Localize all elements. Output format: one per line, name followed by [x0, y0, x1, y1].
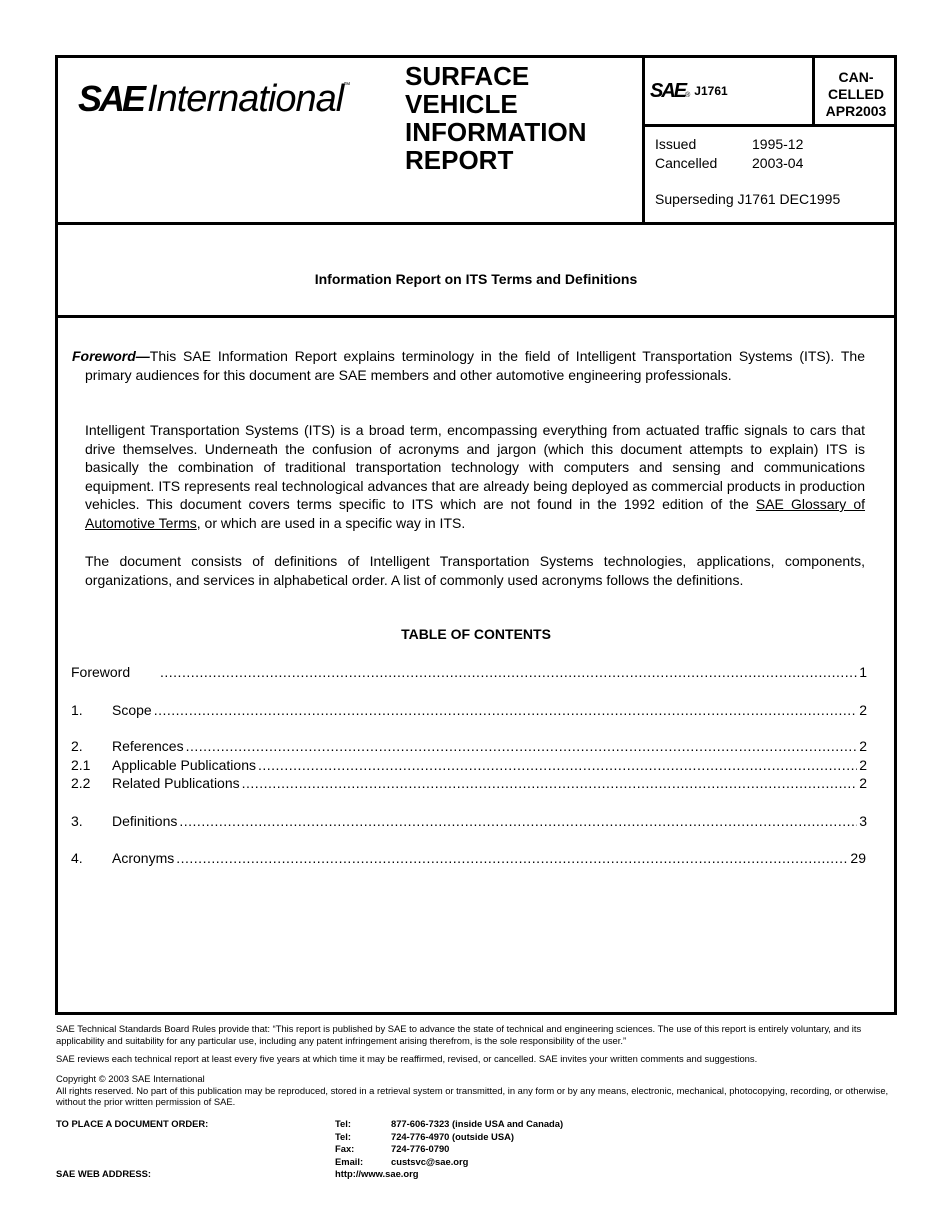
email-link[interactable]: custsvc@sae.org [391, 1155, 469, 1167]
contact-key: Fax: [335, 1143, 355, 1154]
phone-link[interactable]: 877-606-7323 (inside USA and Canada) [391, 1118, 564, 1129]
toc-number: 1. [71, 702, 83, 718]
paragraph-text: Intelligent Transportation Systems (ITS) is a broad term, encompassing everything from actuated traffic signals to cars that drive themselves. Underneath the confusion of acronyms and jargon (which this document attempts to explain) ITS is basically the combination of traditional transportation technology with computers and sensing and communications equipment. ITS represents real technological advances that are already being deployed as commercial products in production vehicles. This document covers terms specific to ITS which are not found in the 1992 edition of the [85, 422, 865, 512]
toc-number: 2. [71, 738, 83, 754]
toc-label: Definitions [112, 813, 178, 829]
document-type [405, 62, 635, 174]
order-label: TO PLACE A DOCUMENT ORDER: [56, 1118, 209, 1129]
copyright-block [56, 1073, 898, 1108]
logo-trademark: ™ [343, 82, 351, 89]
toc-label: Scope [112, 702, 152, 718]
toc-label: Acronyms [112, 850, 175, 866]
review-note: SAE reviews each technical report at least every five years at which time it may be reaffirmed, revised, or cancelled. SAE invites your written comments and suggestions. [56, 1053, 758, 1064]
sae-international-logo [78, 78, 350, 126]
toc-leader [176, 850, 848, 866]
doc-type-line: VEHICLE [405, 89, 518, 119]
contact-key: Email: [335, 1155, 364, 1167]
foreword-lead: Foreword— [72, 348, 150, 364]
doc-type-line: SURFACE [405, 61, 530, 91]
foreword-paragraph [72, 347, 865, 384]
toc-leader [242, 775, 858, 791]
divider [642, 55, 645, 225]
toc-entry[interactable] [71, 664, 867, 682]
toc-page: 2 [859, 757, 867, 773]
logo-sae: SAE [78, 78, 144, 119]
paragraph-text: , or which are used in a specific way in ITS. [196, 514, 466, 531]
document-number-block [650, 80, 728, 103]
foreword-text: This SAE Information Report explains terminology in the field of Intelligent Transportation Systems (ITS). The primary audiences for this document are SAE members and other automotive engineering professionals. [85, 348, 865, 383]
toc-entry[interactable] [71, 850, 866, 868]
contact-key: Tel: [335, 1130, 351, 1142]
toc-label: Related Publications [112, 775, 240, 791]
toc-page: 2 [859, 775, 867, 791]
doc-type-line: REPORT [405, 145, 514, 175]
superseding-note: Superseding J1761 DEC1995 [655, 191, 841, 207]
toc-label: Applicable Publications [112, 757, 256, 773]
toc-leader [154, 702, 858, 718]
document-number: J1761 [694, 84, 728, 98]
toc-number: 2.1 [71, 757, 91, 773]
copyright-line: Copyright © 2003 SAE International [56, 1073, 205, 1084]
contact-block [335, 1118, 563, 1181]
toc-leader [179, 813, 857, 829]
cancelled-label: Cancelled [655, 155, 718, 171]
toc-entry[interactable] [71, 738, 867, 756]
issued-value: 1995-12 [752, 136, 804, 152]
glossary-reference: SAE Glossary of Automotive Terms [85, 496, 866, 531]
cancel-line: CAN- [838, 69, 874, 85]
cancelled-badge [812, 55, 897, 127]
toc-leader [160, 664, 857, 680]
doc-type-line: INFORMATION [405, 117, 587, 147]
status-dates [655, 135, 803, 173]
issued-label: Issued [655, 136, 697, 152]
toc-number: 3. [71, 813, 83, 829]
toc-page: 2 [859, 702, 867, 718]
title-box [55, 225, 897, 317]
small-sae-logo: SAE [650, 80, 686, 102]
toc-label: Foreword [71, 664, 131, 680]
rights-statement: All rights reserved. No part of this publication may be reproduced, stored in a retrieval system or transmitted, in any form or by any means, electronic, mechanical, photocopying, recording, or otherwise, without the prior written permission of SAE. [56, 1084, 889, 1107]
toc-entry[interactable] [71, 775, 867, 793]
toc-number: 4. [71, 850, 83, 866]
toc-page: 2 [859, 738, 867, 754]
web-address-label: SAE WEB ADDRESS: [56, 1168, 151, 1179]
toc-heading: TABLE OF CONTENTS [401, 626, 551, 642]
web-url-link[interactable]: http://www.sae.org [335, 1168, 419, 1179]
cancel-line: APR2003 [825, 103, 887, 119]
toc-entry[interactable] [71, 757, 867, 775]
toc-entry[interactable] [71, 813, 867, 831]
toc-leader [258, 757, 857, 773]
toc-leader [186, 738, 858, 754]
cancel-line: CELLED [828, 86, 884, 102]
cancelled-value: 2003-04 [752, 155, 804, 171]
contact-key: Tel: [335, 1118, 351, 1129]
small-logo-registered: ® [685, 92, 691, 99]
toc-page: 3 [859, 813, 867, 829]
body-paragraph: The document consists of definitions of Intelligent Transportation Systems technologies, applications, components, organizations, and services in alphabetical order. A list of commonly used acronyms follows the definitions. [85, 553, 865, 588]
toc-page: 1 [859, 664, 867, 680]
standards-rules-note: SAE Technical Standards Board Rules provide that: “This report is published by SAE to advance the state of technical and engineering sciences. The use of this report is entirely voluntary, and its applicability and suitability for any particular use, including any patent infringement arising therefrom, is the sole responsibility of the user.” [56, 1023, 862, 1046]
logo-international: International [147, 78, 344, 120]
toc-label: References [112, 738, 184, 754]
toc-number: 2.2 [71, 775, 91, 791]
fax-number: 724-776-0790 [391, 1143, 450, 1154]
toc-page: 29 [850, 850, 866, 866]
document-title: Information Report on ITS Terms and Definitions [314, 271, 638, 287]
divider [642, 124, 897, 127]
toc-entry[interactable] [71, 702, 867, 720]
body-paragraph [85, 421, 865, 532]
phone-link[interactable]: 724-776-4970 (outside USA) [391, 1130, 514, 1142]
